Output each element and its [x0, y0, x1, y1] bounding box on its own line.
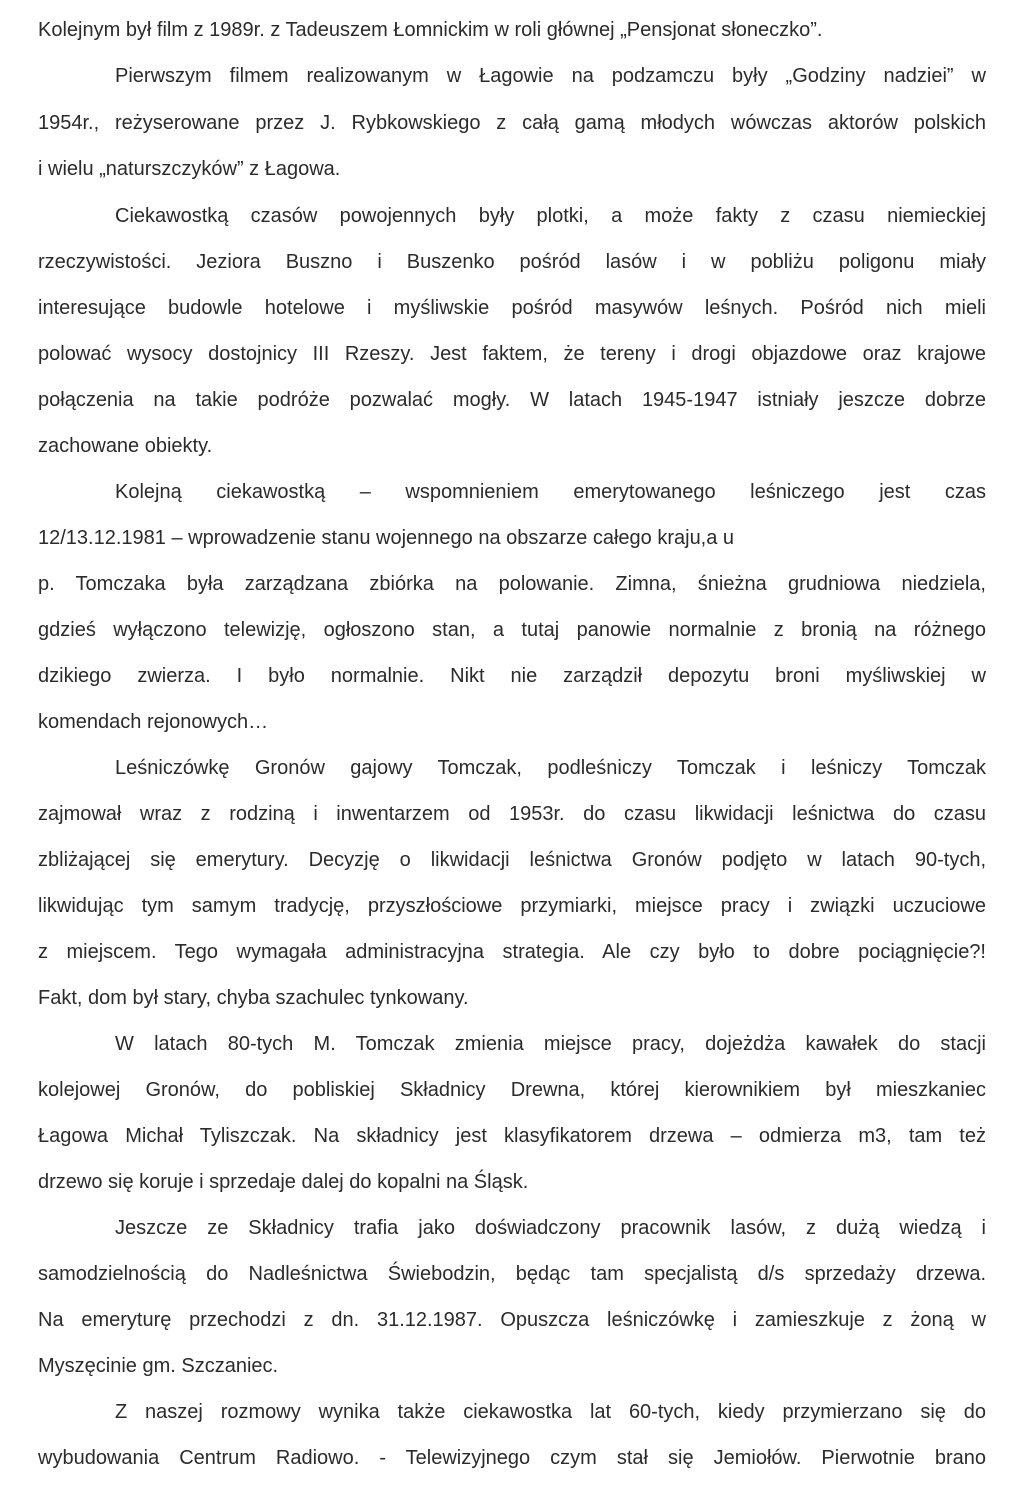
- text-line: zbliżającej się emerytury. Decyzję o likwidacji leśnictwa Gronów podjęto w latach 90-tych,: [38, 849, 986, 871]
- text-line: kolejowej Gronów, do pobliskiej Składnicy Drewna, której kierownikiem był mieszkaniec: [38, 1079, 986, 1101]
- text-line: i wielu „naturszczyków” z Łagowa.: [38, 158, 341, 180]
- paragraph-first-line: Leśniczówkę Gronów gajowy Tomczak, podleśniczy Tomczak i leśniczy Tomczak: [115, 757, 986, 779]
- text-line: Na emeryturę przechodzi z dn. 31.12.1987. Opuszcza leśniczówkę i zamieszkuje z żoną w: [38, 1309, 986, 1331]
- paragraph-first-line: Kolejną ciekawostką – wspomnieniem emerytowanego leśniczego jest czas: [115, 481, 986, 503]
- text-line: p. Tomczaka była zarządzana zbiórka na polowanie. Zimna, śnieżna grudniowa niedziela,: [38, 573, 986, 595]
- text-line: zachowane obiekty.: [38, 435, 213, 457]
- text-line: rzeczywistości. Jeziora Buszno i Buszenko pośród lasów i w pobliżu poligonu miały: [38, 251, 986, 273]
- text-line: likwidując tym samym tradycję, przyszłościowe przymiarki, miejsce pracy i związki uczuciowe: [38, 895, 986, 917]
- paragraph-first-line: Pierwszym filmem realizowanym w Łagowie na podzamczu były „Godziny nadziei” w: [115, 65, 986, 87]
- paragraph-first-line: Jeszcze ze Składnicy trafia jako doświadczony pracownik lasów, z dużą wiedzą i: [115, 1217, 986, 1239]
- text-line: samodzielnością do Nadleśnictwa Świebodzin, będąc tam specjalistą d/s sprzedaży drzewa.: [38, 1263, 986, 1285]
- text-line: wybudowania Centrum Radiowo. - Telewizyjnego czym stał się Jemiołów. Pierwotnie brano: [38, 1447, 986, 1469]
- text-line: gdzieś wyłączono telewizję, ogłoszono stan, a tutaj panowie normalnie z bronią na różnego: [38, 619, 986, 641]
- text-line: 1954r., reżyserowane przez J. Rybkowskiego z całą gamą młodych wówczas aktorów polskich: [38, 112, 986, 134]
- text-line: z miejscem. Tego wymagała administracyjna strategia. Ale czy było to dobre pociągnięcie?!: [38, 941, 986, 963]
- text-line: dzikiego zwierza. I było normalnie. Nikt nie zarządził depozytu broni myśliwskiej w: [38, 665, 986, 687]
- text-line: połączenia na takie podróże pozwalać mogły. W latach 1945-1947 istniały jeszcze dobrze: [38, 389, 986, 411]
- paragraph-first-line: W latach 80-tych M. Tomczak zmienia miejsce pracy, dojeżdża kawałek do stacji: [115, 1033, 986, 1055]
- text-line: Kolejnym był film z 1989r. z Tadeuszem Łomnickim w roli głównej „Pensjonat słoneczko”.: [38, 19, 823, 41]
- text-line: Fakt, dom był stary, chyba szachulec tynkowany.: [38, 987, 469, 1009]
- text-line: interesujące budowle hotelowe i myśliwskie pośród masywów leśnych. Pośród nich mieli: [38, 297, 986, 319]
- text-line: Łagowa Michał Tyliszczak. Na składnicy jest klasyfikatorem drzewa – odmierza m3, tam też: [38, 1125, 986, 1147]
- text-line: zajmował wraz z rodziną i inwentarzem od 1953r. do czasu likwidacji leśnictwa do czasu: [38, 803, 986, 825]
- text-line: polować wysocy dostojnicy III Rzeszy. Jest faktem, że tereny i drogi objazdowe oraz krajowe: [38, 343, 986, 365]
- text-line: Myszęcinie gm. Szczaniec.: [38, 1355, 279, 1377]
- text-line: 12/13.12.1981 – wprowadzenie stanu wojennego na obszarze całego kraju,a u: [38, 527, 735, 549]
- paragraph-first-line: Ciekawostką czasów powojennych były plotki, a może fakty z czasu niemieckiej: [115, 205, 986, 227]
- paragraph-first-line: Z naszej rozmowy wynika także ciekawostka lat 60-tych, kiedy przymierzano się do: [115, 1401, 986, 1423]
- text-line: drzewo się koruje i sprzedaje dalej do kopalni na Śląsk.: [38, 1171, 529, 1193]
- text-line: komendach rejonowych…: [38, 711, 269, 733]
